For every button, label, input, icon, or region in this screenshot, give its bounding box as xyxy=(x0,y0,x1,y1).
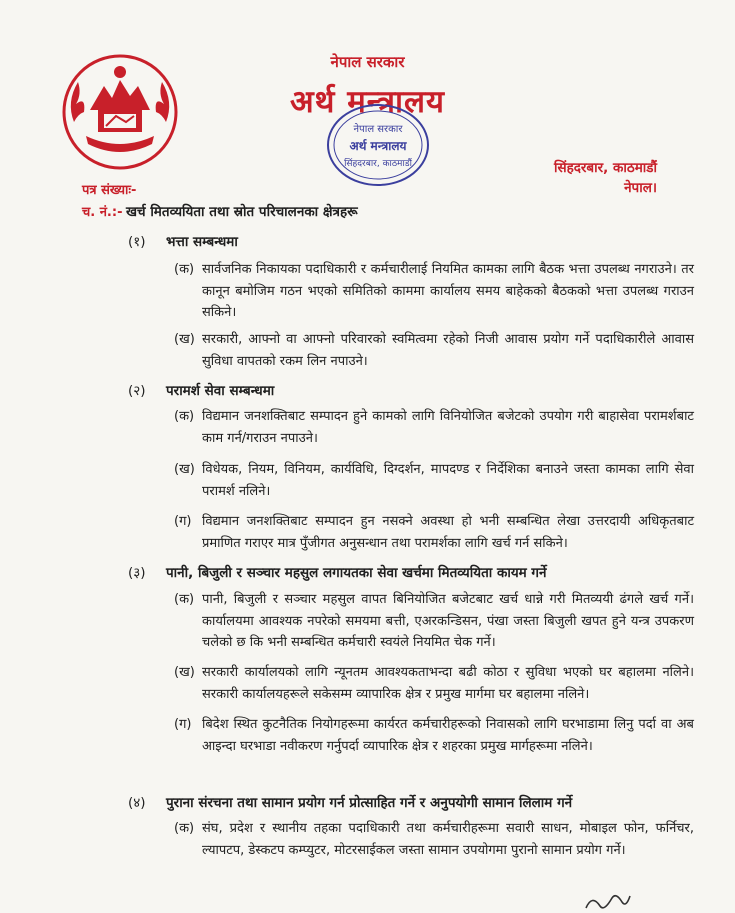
item-label: (क) xyxy=(174,821,195,836)
section-heading-2 xyxy=(128,381,274,399)
svg-text:सिंहदरबार, काठमाडौं: सिंहदरबार, काठमाडौं xyxy=(344,159,412,169)
list-item xyxy=(174,329,694,372)
item-text: विद्यमान जनशक्तिबाट सम्पादन हुन नसक्ने अवस्था हो भनी सम्बन्धित लेखा उत्तरदायी अधिकृतबाट प्रमाणित गराएर मात्र पुँजीगत अनुसन्धान तथा परामर्शका लागि खर्च गर्न सकिने। xyxy=(202,514,694,551)
list-item xyxy=(174,589,694,654)
section-heading-1 xyxy=(128,232,238,250)
section-number: (३) xyxy=(128,565,146,581)
list-item xyxy=(174,511,694,554)
item-label: (ख) xyxy=(174,332,195,347)
item-text: विद्यमान जनशक्तिबाट सम्पादन हुने कामको लागि विनियोजित बजेटको उपयोग गरी बाहासेवा परामर्शबाट काम गर्न/गराउन नपाउने। xyxy=(202,409,694,446)
section-number: (१) xyxy=(128,234,146,250)
address-line-2: नेपाल। xyxy=(624,180,657,196)
letter-subject: खर्च मितव्ययिता तथा स्रोत परिचालनका क्षेत्रहरू xyxy=(126,204,358,220)
list-item xyxy=(174,662,694,705)
item-label: (क) xyxy=(174,592,195,607)
list-item xyxy=(174,459,694,502)
government-name: नेपाल सरकार xyxy=(330,53,405,71)
section-number: (२) xyxy=(128,383,146,399)
office-stamp xyxy=(324,100,432,190)
item-text: सरकारी, आफ्नो वा आफ्नो परिवारको स्वमित्वमा रहेको निजी आवास प्रयोग गर्ने पदाधिकारीले आवास सुविधा वापतको रकम लिन नपाउने। xyxy=(202,332,694,369)
section-title: पुराना संरचना तथा सामान प्रयोग गर्न प्रोत्साहित गर्ने र अनुपयोगी सामान लिलाम गर्ने xyxy=(166,795,573,811)
item-text: विधेयक, नियम, विनियम, कार्यविधि, दिग्दर्शन, मापदण्ड र निर्देशिका बनाउने जस्ता कामका लागि सेवा परामर्श नलिने। xyxy=(202,462,694,499)
item-label: (ग) xyxy=(174,514,192,529)
list-item xyxy=(174,406,694,449)
section-number: (४) xyxy=(128,795,146,811)
handwritten-signature xyxy=(582,888,632,913)
item-text: पानी, बिजुली र सञ्चार महसुल वापत बिनियोजित बजेटबाट खर्च धान्ने गरी मितव्ययी ढंगले खर्च गर्ने। कार्यालयमा आवश्यक नपरेको समयमा बत्ती, एअरकन्डिसन, पंखा जस्ता बिजुली खपत हुने यन्त्र उपकरण चलेको छ कि भनी सम्बन्धित कर्मचारी स्वयंले नियमित चेक गर्ने। xyxy=(202,592,694,650)
dispatch-number-label: च. नं.:- xyxy=(82,205,123,220)
item-text: बिदेश स्थित कुटनैतिक नियोगहरूमा कार्यरत कर्मचारीहरूको निवासको लागि घरभाडामा लिनु पर्दा वा अब आइन्दा घरभाडा नवीकरण गर्नुपर्दा व्यापारिक क्षेत्र र शहरका प्रमुख मार्गहरूमा नलिने। xyxy=(202,717,694,754)
item-label: (ख) xyxy=(174,665,195,680)
item-text: सरकारी कार्यालयको लागि न्यूनतम आवश्यकताभन्दा बढी कोठा र सुविधा भएको घर बहालमा नलिने। सरकारी कार्यालयहरूले सकेसम्म व्यापारिक क्षेत्र र प्रमुख मार्गमा घर बहालमा नलिने। xyxy=(202,665,694,702)
item-text: संघ, प्रदेश र स्थानीय तहका पदाधिकारी तथा कर्मचारीहरूमा सवारी साधन, मोबाइल फोन, फर्निचर, ल्यापटप, डेस्कटप कम्प्युटर, मोटरसाईकल जस्ता सामान उपयोगमा पुरानो सामान प्रयोग गर्ने। xyxy=(202,821,694,858)
list-item xyxy=(174,259,694,324)
ministry-name: अर्थ मन्त्रालय xyxy=(289,84,446,120)
address-line-1: सिंहदरबार, काठमाडौं xyxy=(553,160,657,176)
section-title: परामर्श सेवा सम्बन्धमा xyxy=(166,383,275,399)
item-text: सार्वजनिक निकायका पदाधिकारी र कर्मचारीलाई नियमित कामका लागि बैठक भत्ता उपलब्ध नगराउने। तर कानून बमोजिम गठन भएको समितिको काममा कार्यालय समय बाहेकको बैठकको भत्ता उपलब्ध गराउन सकिने। xyxy=(202,262,694,320)
svg-text:नेपाल सरकार: नेपाल सरकार xyxy=(353,124,403,135)
letter-number-label: पत्र संख्याः- xyxy=(82,183,137,198)
section-title: पानी, बिजुली र सञ्चार महसुल लगायतका सेवा खर्चमा मितव्ययिता कायम गर्ने xyxy=(166,565,547,581)
item-label: (क) xyxy=(174,409,195,424)
item-label: (क) xyxy=(174,262,195,277)
section-heading-4 xyxy=(128,793,572,811)
section-title: भत्ता सम्बन्धमा xyxy=(166,234,238,250)
svg-text:अर्थ मन्त्रालय: अर्थ मन्त्रालय xyxy=(349,139,407,153)
list-item xyxy=(174,818,694,861)
item-label: (ग) xyxy=(174,717,192,732)
item-label: (ख) xyxy=(174,462,195,477)
section-heading-3 xyxy=(128,563,547,581)
list-item xyxy=(174,714,694,757)
